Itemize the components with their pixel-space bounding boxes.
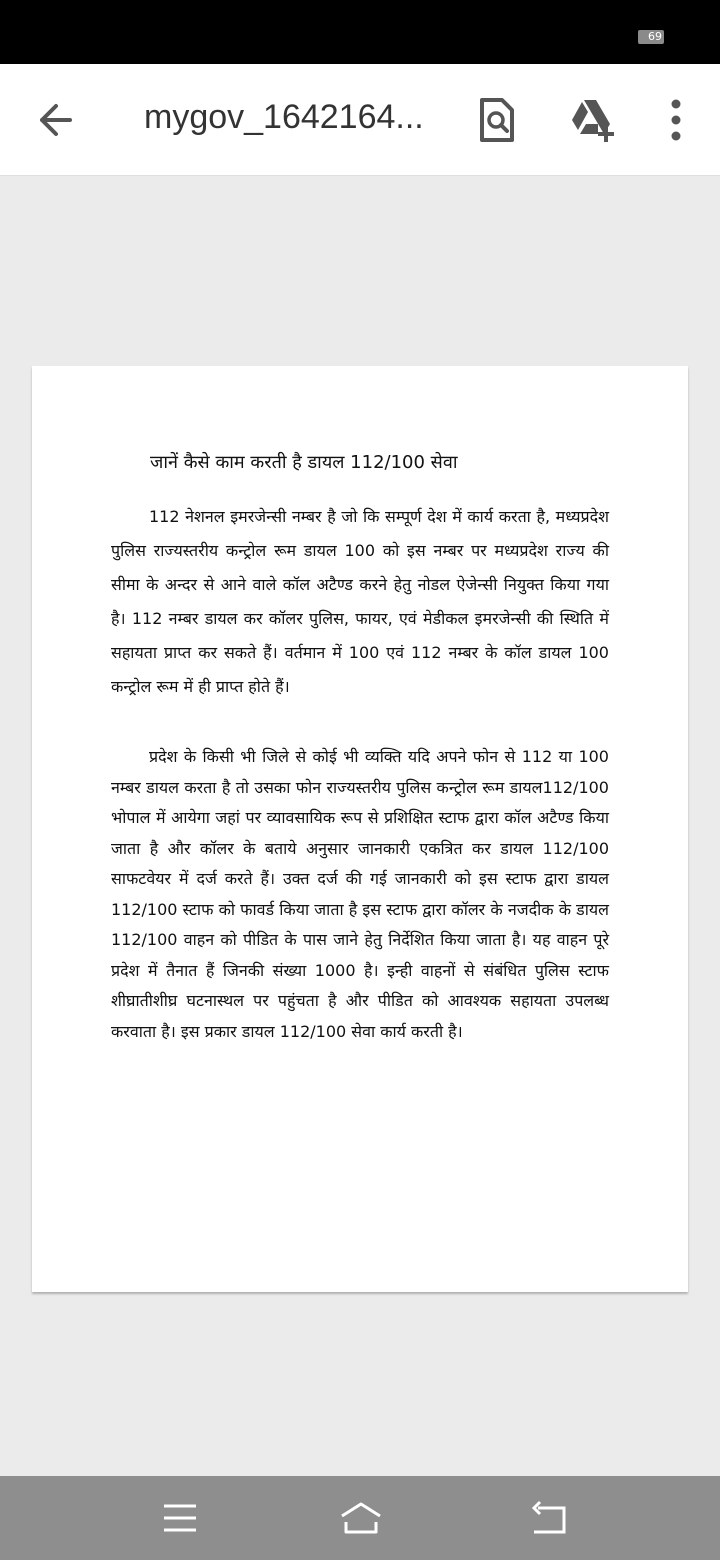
home-icon[interactable] — [338, 1498, 384, 1538]
more-vert-icon[interactable] — [650, 94, 702, 146]
paragraph-2: प्रदेश के किसी भी जिले से कोई भी व्यक्ति यदि अपने फोन से 112 या 100 नम्बर डायल करता है तो उसका फोन राज्यस्तरीय पुलिस कन्ट्रोल रूम डायल112/100 भोपाल में आयेगा जहां पर व्यावसायिक रूप से प्रशिक्षित स्टाफ द्वारा कॉल अटैण्ड किया जाता है और कॉलर के बताये अनुसार जानकारी एकत्रित कर डायल 112/100 साफटवेयर में दर्ज करते हैं। उक्त दर्ज की गई जानकारी को इस स्टाफ द्वारा डायल 112/100 स्टाफ को फावर्ड किया जाता है इस स्टाफ द्वारा कॉलर के नजदीक के डायल 112/100 वाहन को पीडित के पास जाने हेतु निर्देशित किया जाता है। यह वाहन पूरे प्रदेश में तैनात हैं जिनकी संख्या 1000 है। इन्ही वाहनों से संबंधित पुलिस स्टाफ शीघ्रातीशीघ्र घटनास्थल पर पहुंचता है और पीडित को आवश्यक सहायता उपलब्ध करवाता है। इस प्रकार डायल 112/100 सेवा कार्य करती है। — [111, 747, 609, 1041]
document-heading: जानें कैसे काम करती है डायल 112/100 सेवा — [150, 452, 458, 473]
paragraph-1: 112 नेशनल इमरजेन्सी नम्बर है जो कि सम्पूर्ण देश में कार्य करता है, मध्यप्रदेश पुलिस राज्यस्तरीय कन्ट्रोल रूम डायल 100 को इस नम्बर पर मध्यप्रदेश राज्य की सीमा के अन्दर से आने वाले कॉल अटैण्ड करने हेतु नोडल ऐजेन्सी नियुक्त किया गया है। 112 नम्बर डायल कर कॉलर पुलिस, फायर, एवं मेडीकल इमरजेन्सी की स्थिति में सहायता प्राप्त कर सकते हैं। वर्तमान में 100 एवं 112 नम्बर के कॉल डायल 100 कन्ट्रोल रूम में ही प्राप्त होते हैं। — [111, 507, 609, 696]
document-page — [32, 366, 688, 1292]
add-to-drive-icon[interactable] — [566, 94, 618, 146]
arrow-left-icon[interactable] — [30, 96, 82, 144]
status-bar — [0, 0, 720, 64]
system-nav-bar — [0, 1476, 720, 1560]
search-in-document-icon[interactable] — [470, 94, 522, 146]
battery-indicator: 69 — [638, 30, 664, 44]
back-icon[interactable] — [528, 1498, 568, 1538]
document-viewer[interactable] — [0, 176, 720, 1476]
document-title: mygov_1642164... — [144, 98, 424, 136]
menu-icon[interactable] — [160, 1498, 200, 1538]
app-bar — [0, 64, 720, 176]
